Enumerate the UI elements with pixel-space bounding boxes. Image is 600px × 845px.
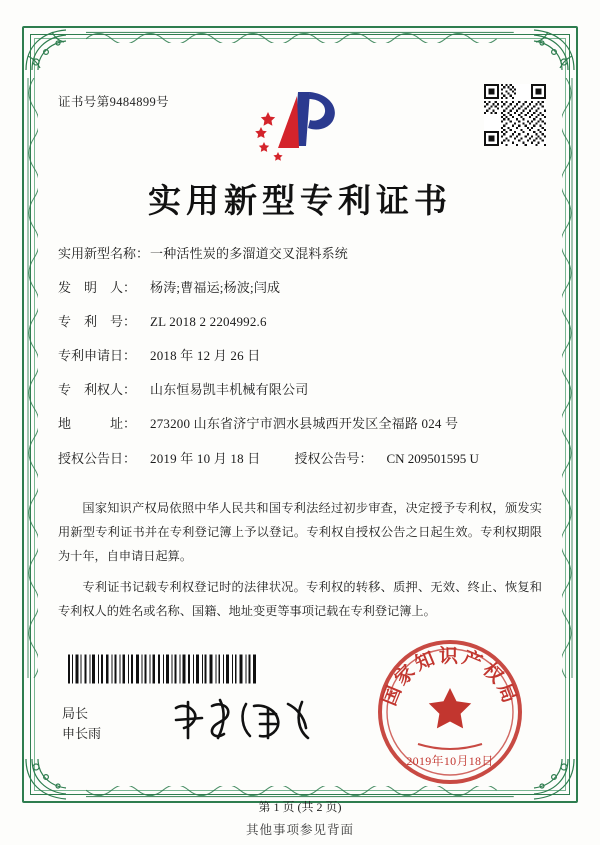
svg-text:国家知识产权局: 国家知识产权局 xyxy=(378,645,522,709)
field-value: 山东恒易凯丰机械有限公司 xyxy=(150,382,309,398)
grant-date-label: 授权公告日： xyxy=(58,450,137,466)
paragraph: 国家知识产权局依照中华人民共和国专利法经过初步审查，决定授予专利权，颁发实用新型专利证书并在专利登记簿上予以登记。专利权自授权公告之日起生效。专利权期限为十年，自申请日起算。 xyxy=(58,501,542,563)
grant-row xyxy=(58,451,542,467)
field-value: 2018 年 12 月 26 日 xyxy=(150,348,261,364)
field-list xyxy=(58,246,542,485)
field-value: 273200 山东省济宁市泗水县城西开发区全福路 024 号 xyxy=(150,416,459,432)
corner-ornament-icon xyxy=(514,26,578,74)
field-row xyxy=(58,416,542,432)
handwritten-signature-icon xyxy=(168,694,318,746)
field-row xyxy=(58,314,542,330)
field-row xyxy=(58,246,542,262)
seal-date: 2019年10月18日 xyxy=(406,754,494,768)
footer-note: 其他事项参见背面 xyxy=(245,823,354,837)
barcode xyxy=(66,654,260,684)
field-label: 地 址： xyxy=(58,416,137,432)
field-value: 杨涛;曹福运;杨波;闫成 xyxy=(150,280,281,296)
page-title: 实用新型专利证书 xyxy=(148,181,452,220)
legal-text xyxy=(58,497,542,632)
grant-number-label: 授权公告号： xyxy=(294,450,373,466)
field-row xyxy=(58,280,542,296)
field-row xyxy=(58,348,542,364)
director-label xyxy=(62,704,101,744)
field-label: 专 利 号： xyxy=(58,314,137,330)
page-number: 第 1 页 (共 2 页) xyxy=(258,800,342,814)
field-label: 专利申请日： xyxy=(58,348,137,364)
director-title: 局长 xyxy=(62,706,89,721)
cnipa-logo-icon xyxy=(242,86,358,162)
corner-ornament-icon xyxy=(22,755,86,803)
director-name: 申长雨 xyxy=(62,726,102,742)
qr-code-icon xyxy=(484,84,546,146)
field-row xyxy=(58,382,542,398)
grant-date-value: 2019 年 10 月 18 日 xyxy=(150,450,261,466)
field-label: 发 明 人： xyxy=(58,280,137,296)
field-label: 专 利权人： xyxy=(58,382,137,398)
field-label: 实用新型名称： xyxy=(58,246,150,261)
paragraph: 专利证书记载专利权登记时的法律状况。专利权的转移、质押、无效、终止、恢复和专利权人的姓名或名称、国籍、地址变更等事项记载在专利登记簿上。 xyxy=(58,580,542,619)
field-value: ZL 2018 2 2204992.6 xyxy=(150,314,267,330)
grant-number-value: CN 209501595 U xyxy=(386,450,479,466)
field-value: 一种活性炭的多溜道交叉混料系统 xyxy=(150,246,349,261)
certificate-number: 证书号第9484899号 xyxy=(58,95,170,109)
corner-ornament-icon xyxy=(22,26,86,74)
border-ornament-top xyxy=(86,26,514,42)
